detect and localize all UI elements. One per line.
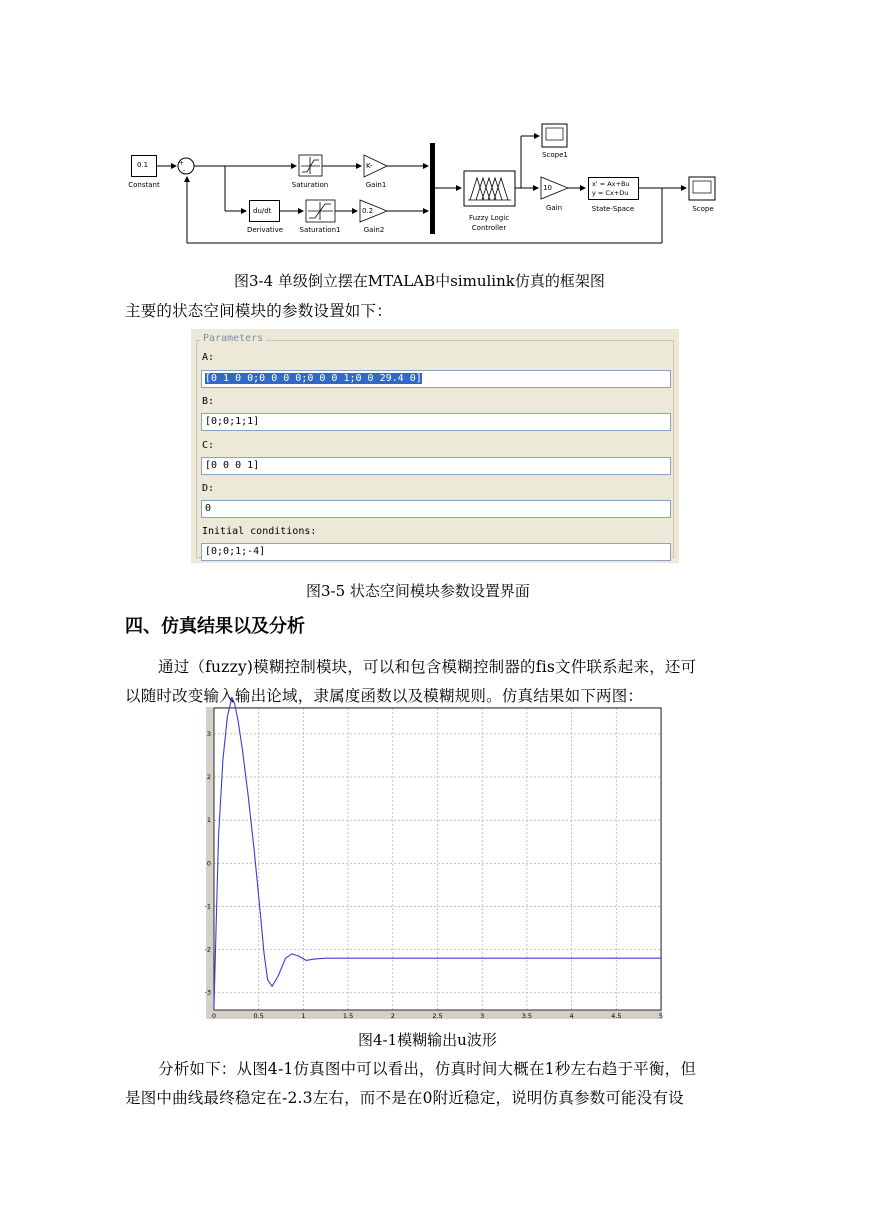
scope-label: Scope <box>692 205 714 213</box>
param-label-c: C: <box>202 440 215 451</box>
gain2-label: Gain2 <box>363 226 385 234</box>
chart-y-tick-label: 3 <box>206 729 211 738</box>
figure-caption-4-1: 图4-1模糊输出u波形 <box>358 1031 497 1049</box>
constant-value: 0.1 <box>137 161 149 169</box>
chart-x-tick-label: 0 <box>211 1012 217 1020</box>
chart-y-tick-label: -3 <box>204 988 211 997</box>
chart-y-tick-label: 0 <box>206 859 211 868</box>
parameters-legend: Parameters <box>200 333 266 344</box>
param-label-b: B: <box>202 396 215 407</box>
param-field-c[interactable]: [0 0 0 1] <box>201 457 671 475</box>
section-heading: 四、仿真结果以及分析 <box>125 616 305 637</box>
chart-y-tick-label: 2 <box>206 773 211 782</box>
chart-x-tick-label: 0.5 <box>253 1012 264 1020</box>
chart-x-tick-label: 4 <box>569 1012 574 1020</box>
fuzzy-label-line1: Fuzzy Logic <box>468 214 510 222</box>
chart-y-tick-label: 1 <box>206 816 211 825</box>
fuzzy-label-line2: Controller <box>471 224 507 232</box>
chart-x-tick-label: 2.5 <box>432 1012 443 1020</box>
param-label-a: A: <box>202 352 215 363</box>
saturation1-label: Saturation1 <box>299 226 341 234</box>
param-field-b[interactable]: [0;0;1;1] <box>201 413 671 431</box>
state-space-eq2: y = Cx+Du <box>592 189 629 197</box>
gain1-label: Gain1 <box>365 181 387 189</box>
intro-params-text: 主要的状态空间模块的参数设置如下： <box>125 302 392 320</box>
paragraph-line-1: 通过（fuzzy)模糊控制模块，可以和包含模糊控制器的fis文件联系起来，还可 <box>158 658 697 676</box>
chart-x-tick-label: 4.5 <box>611 1012 622 1020</box>
chart-x-tick-label: 1.5 <box>342 1012 354 1020</box>
chart-series-line <box>214 697 661 1006</box>
sum-plus-sign: + <box>179 160 185 167</box>
analysis-line-1: 分析如下：从图4-1仿真图中可以看出，仿真时间大概在1秒左右趋于平衡，但 <box>158 1060 697 1078</box>
param-label-d: D: <box>202 483 215 494</box>
chart-x-tick-label: 2 <box>390 1012 395 1020</box>
param-field-d[interactable]: 0 <box>201 500 671 518</box>
gain2-value: 0.2 <box>362 207 374 215</box>
sum-minus-sign: - <box>183 167 186 174</box>
analysis-line-2: 是图中曲线最终稳定在-2.3左右，而不是在0附近稳定，说明仿真参数可能没有设 <box>125 1089 684 1107</box>
chart-x-tick-label: 5 <box>658 1012 664 1020</box>
chart-x-tick-label: 1 <box>301 1012 306 1020</box>
derivative-label: Derivative <box>246 226 284 234</box>
saturation-label: Saturation <box>291 181 329 189</box>
state-space-eq1: x' = Ax+Bu <box>592 180 630 188</box>
param-value-a: [0 1 0 0;0 0 0 0;0 0 0 1;0 0 29.4 0] <box>205 373 422 384</box>
gain1-value: K- <box>366 162 373 170</box>
state-space-label: State-Space <box>591 205 635 213</box>
gain-value: 10 <box>543 184 552 192</box>
derivative-value: du/dt <box>253 207 272 215</box>
param-label-initial: Initial conditions: <box>202 526 317 537</box>
param-field-initial[interactable]: [0;0;1;-4] <box>201 543 671 561</box>
scope1-label: Scope1 <box>542 151 568 159</box>
chart-x-tick-label: 3 <box>480 1012 485 1020</box>
figure-caption-3-5: 图3-5 状态空间模块参数设置界面 <box>306 582 530 600</box>
figure-caption-3-4: 图3-4 单级倒立摆在MTALAB中simulink仿真的框架图 <box>234 272 605 290</box>
chart-x-tick-label: 3.5 <box>521 1012 533 1020</box>
paragraph-line-2: 以随时改变输入输出论域，隶属度函数以及模糊规则。仿真结果如下两图： <box>125 687 644 705</box>
chart-y-tick-label: -2 <box>204 945 211 954</box>
constant-label: Constant <box>128 181 160 189</box>
chart-y-tick-label: -1 <box>204 902 211 911</box>
gain-label: Gain <box>545 204 563 212</box>
